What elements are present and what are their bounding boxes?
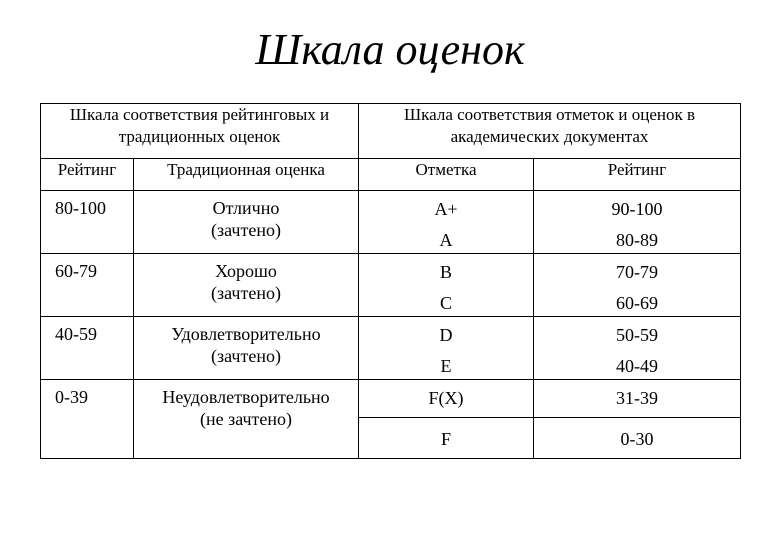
mark-cell: F(X) (359, 380, 534, 418)
mark-rating-cell: 31-39 (534, 380, 741, 418)
table-row (41, 191, 741, 223)
col-header-rating2: Рейтинг (534, 159, 741, 191)
mark-cell: E (359, 348, 534, 380)
mark-rating-cell: 60-69 (534, 285, 741, 317)
rating-range: 80-100 (41, 191, 134, 254)
mark-cell: F (359, 418, 534, 459)
col-header-rating: Рейтинг (41, 159, 134, 191)
credit-status: (зачтено) (211, 346, 281, 366)
grading-scale-table (40, 103, 741, 459)
rating-range: 40-59 (41, 317, 134, 380)
table-row (41, 317, 741, 349)
mark-cell: B (359, 254, 534, 286)
credit-status: (зачтено) (211, 283, 281, 303)
traditional-grade (134, 317, 359, 380)
left-group-header: Шкала соответствия рейтинговых и традиционных оценок (41, 104, 359, 159)
credit-status: (зачтено) (211, 220, 281, 240)
page-title: Шкала оценок (255, 25, 525, 74)
col-header-mark: Отметка (359, 159, 534, 191)
mark-rating-cell: 0-30 (534, 418, 741, 459)
mark-rating-cell: 70-79 (534, 254, 741, 286)
mark-rating-cell: 40-49 (534, 348, 741, 380)
mark-cell: D (359, 317, 534, 349)
column-header-row (41, 159, 741, 191)
right-group-header: Шкала соответствия отметок и оценок в академических документах (359, 104, 741, 159)
traditional-grade (134, 191, 359, 254)
mark-rating-cell: 90-100 (534, 191, 741, 223)
table-row (41, 380, 741, 418)
mark-cell: A (359, 222, 534, 254)
group-header-row (41, 104, 741, 159)
grade-name: Отлично (212, 198, 280, 218)
grade-name: Неудовлетворительно (162, 387, 330, 407)
col-header-traditional: Традиционная оценка (134, 159, 359, 191)
grade-name: Хорошо (215, 261, 277, 281)
rating-range: 0-39 (41, 380, 134, 459)
mark-rating-cell: 80-89 (534, 222, 741, 254)
traditional-grade (134, 254, 359, 317)
mark-cell: C (359, 285, 534, 317)
table-row (41, 254, 741, 286)
mark-rating-cell: 50-59 (534, 317, 741, 349)
traditional-grade (134, 380, 359, 459)
mark-cell: A+ (359, 191, 534, 223)
credit-status: (не зачтено) (199, 409, 293, 429)
grade-name: Удовлетворительно (171, 324, 321, 344)
rating-range: 60-79 (41, 254, 134, 317)
